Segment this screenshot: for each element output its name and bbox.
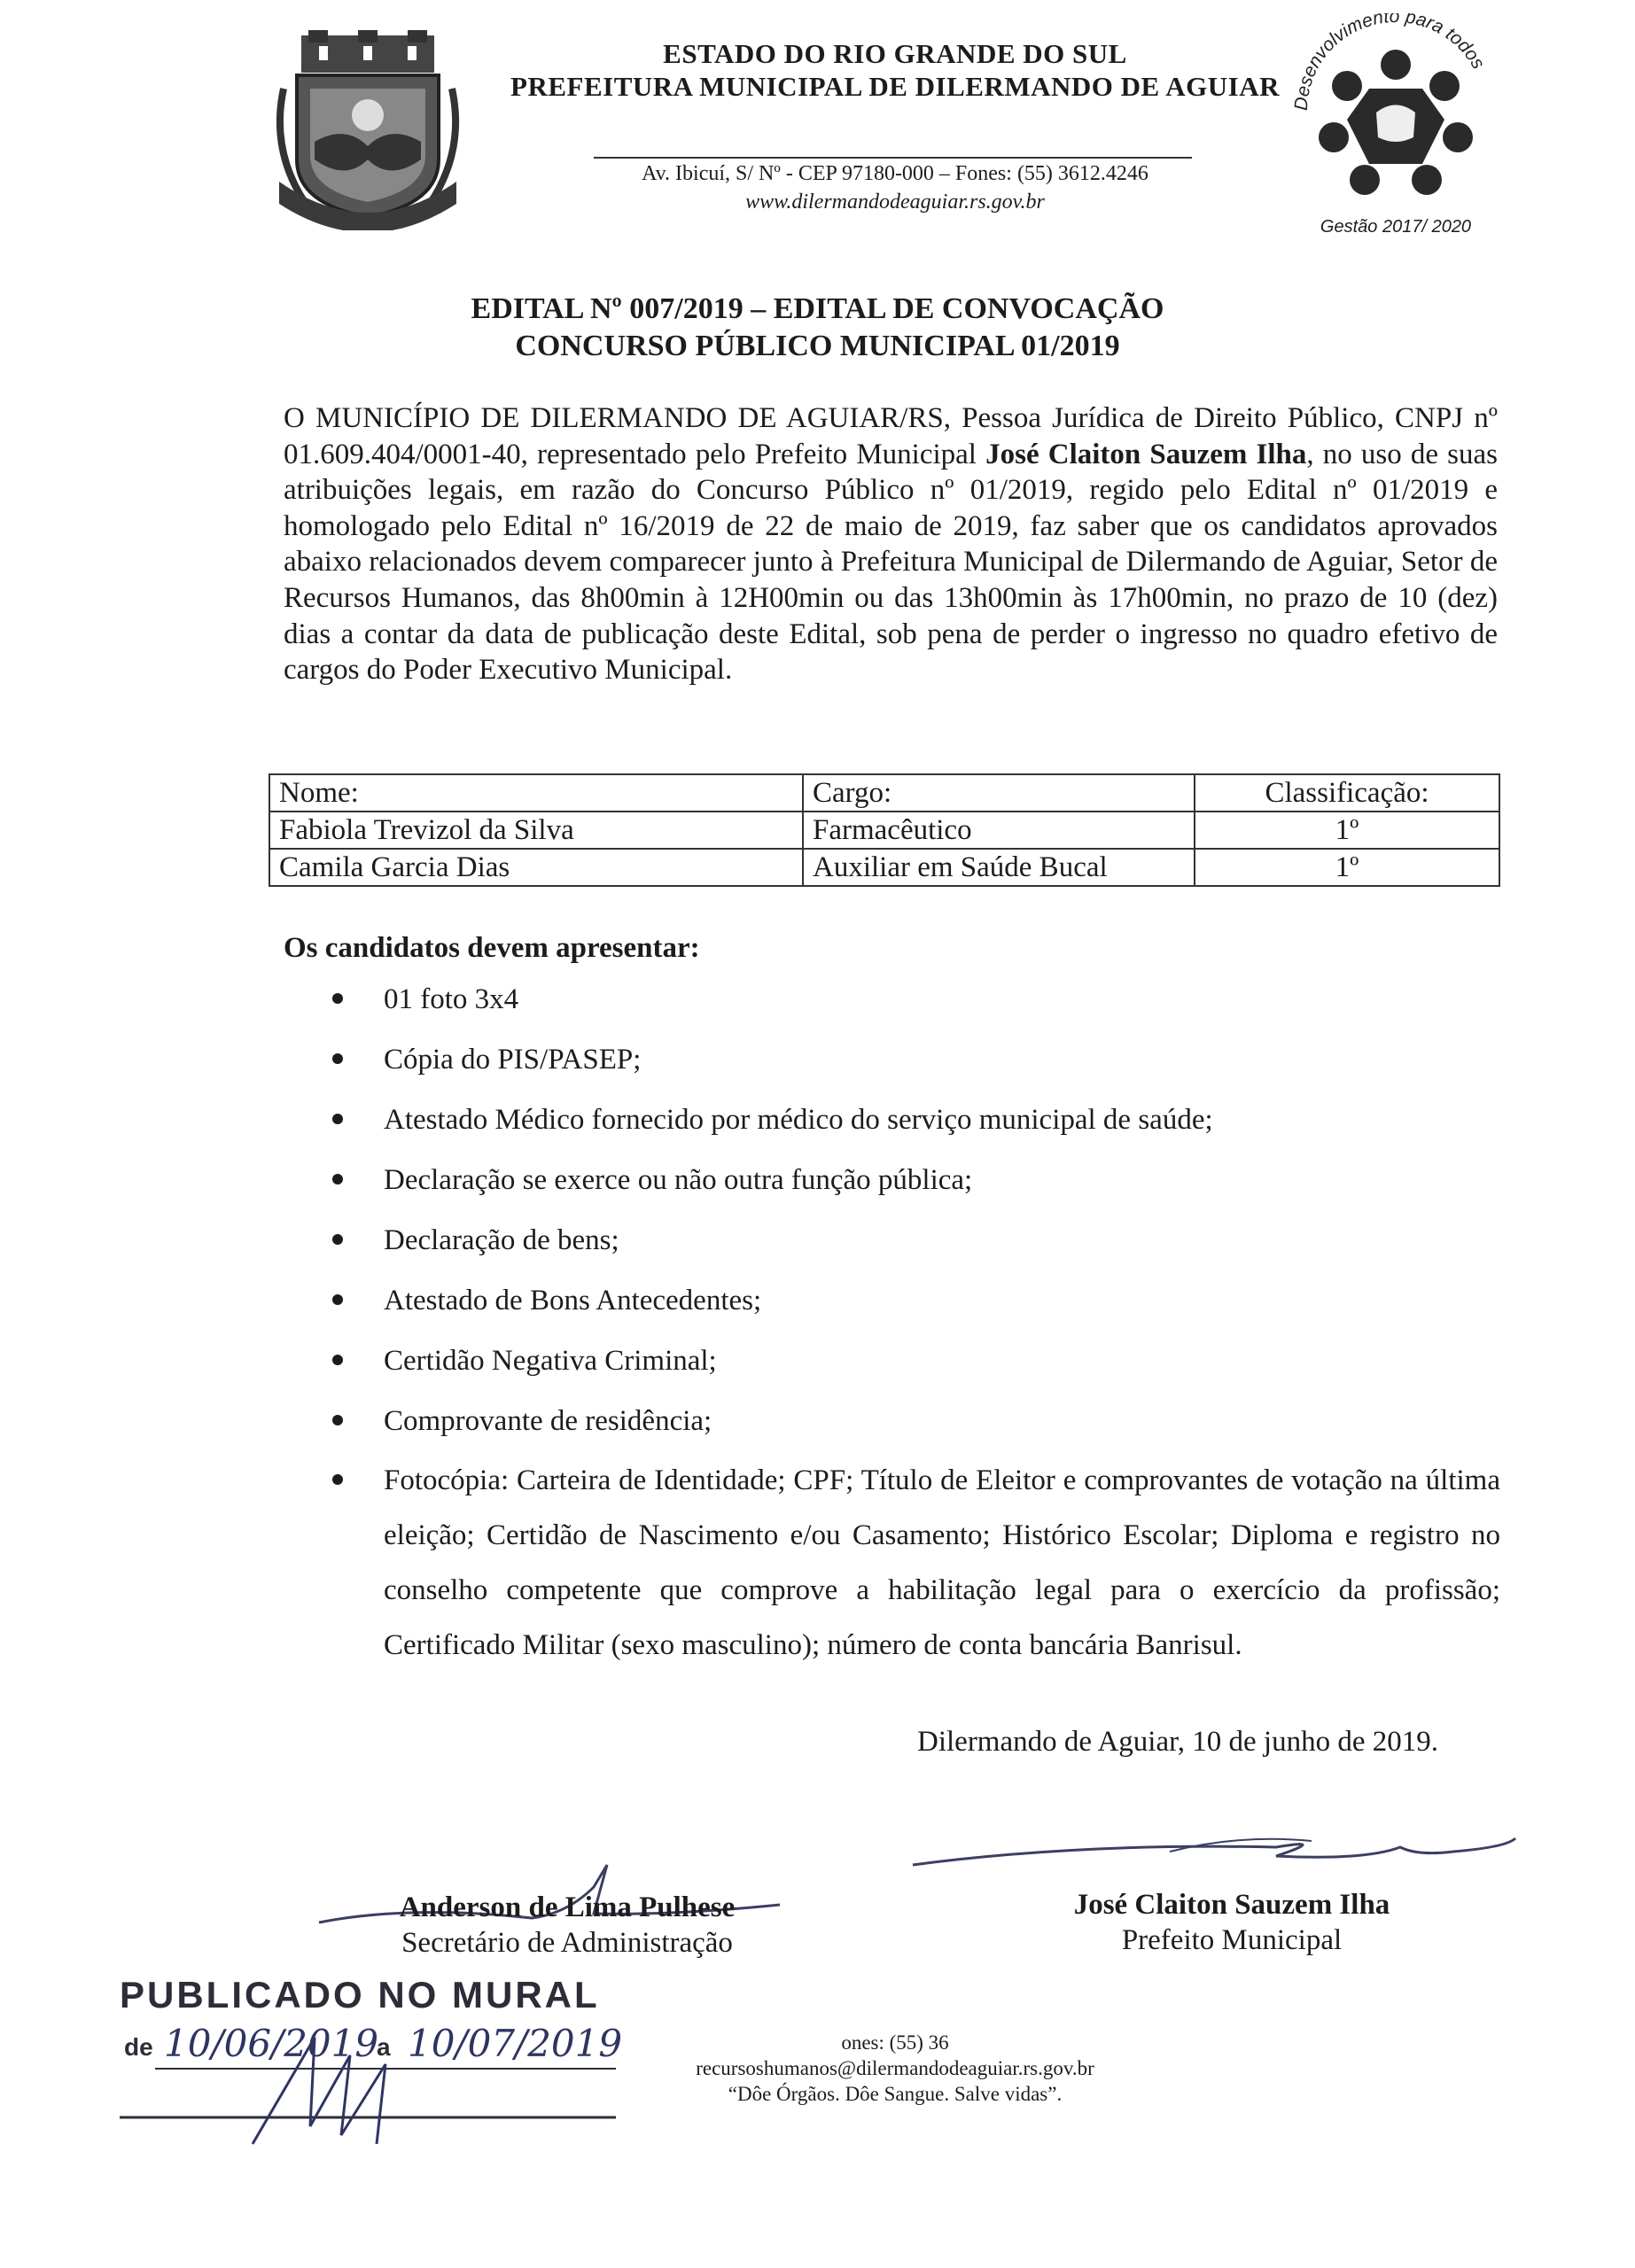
bullet-icon	[332, 1474, 343, 1485]
cell-nome: Camila Garcia Dias	[269, 849, 803, 886]
list-item	[332, 1283, 1500, 1318]
list-item	[332, 1403, 1500, 1439]
list-item	[332, 1223, 1500, 1258]
signature-left-role: Secretário de Administração	[401, 1927, 733, 1959]
table-row	[269, 849, 1499, 886]
header-state: ESTADO DO RIO GRANDE DO SUL	[663, 38, 1127, 69]
candidates-table	[269, 773, 1500, 887]
bullet-icon	[332, 1294, 343, 1305]
intro-part2: , no uso de suas atribuições legais, em razão do Concurso Público nº 01/2019, regido pelo Edital nº 01/2019 e homologado pelo Edital nº 16/2019 de 22 de maio de 2019, faz saber que os candidatos aprovados abaixo relacionados devem comparecer junto à Prefeitura Municipal de Dilermando de Aguiar, Setor de Recursos Humanos, das 8h00min à 12H00min ou das 13h00min às 17h00min, no prazo de 10 (dez) dias a contar da data de publicação deste Edital, sob pena de perder o ingresso no quadro efetivo de cargos do Poder Executivo Municipal.	[284, 438, 1499, 687]
list-item	[332, 1162, 1500, 1198]
stamp-to-date: 10/07/2019	[408, 2022, 623, 2065]
stamp-from-date: 10/06/2019	[164, 2022, 379, 2065]
stamp-lines-and-initials	[120, 2020, 616, 2153]
cell-cargo: Auxiliar em Saúde Bucal	[803, 849, 1195, 886]
bullet-icon	[332, 1174, 343, 1184]
gestao-label: Gestão 2017/ 2020	[1320, 217, 1472, 237]
cell-nome: Fabiola Trevizol da Silva	[269, 812, 803, 849]
logo-slogan: Desenvolvimento para todos	[1290, 13, 1489, 112]
bullet-icon	[332, 1114, 343, 1124]
list-item	[332, 1042, 1500, 1077]
footer-phones: ones: (55) 36	[841, 2031, 949, 2054]
intro-paragraph	[284, 400, 1498, 688]
cell-classificacao: 1º	[1195, 849, 1499, 886]
header-nome: Nome:	[269, 774, 803, 812]
list-item-text: Cópia do PIS/PASEP;	[384, 1044, 642, 1076]
publication-stamp-title: PUBLICADO NO MURAL	[120, 1974, 600, 2016]
requirements-heading: Os candidatos devem apresentar:	[284, 932, 700, 964]
bullet-icon	[332, 1355, 343, 1365]
list-item-text: Declaração de bens;	[384, 1224, 619, 1256]
footer-slogan: “Dôe Órgãos. Dôe Sangue. Salve vidas”.	[728, 2083, 1063, 2105]
table-row	[269, 812, 1499, 849]
bullet-icon	[332, 993, 343, 1004]
bullet-icon	[332, 1234, 343, 1245]
stamp-a-label: a	[377, 2033, 391, 2061]
intro-part1: O MUNICÍPIO DE DILERMANDO DE AGUIAR/RS, Pessoa Jurídica de Direito Público, CNPJ nº 01.609.404/0001-40, representado pelo Prefeito Municipal	[284, 402, 1498, 470]
list-item-text: Atestado Médico fornecido por médico do serviço municipal de saúde;	[384, 1104, 1213, 1136]
bullet-icon	[332, 1415, 343, 1425]
bullet-icon	[332, 1053, 343, 1064]
list-item-text: Comprovante de residência;	[384, 1405, 712, 1437]
cell-cargo: Farmacêutico	[803, 812, 1195, 849]
header-divider	[594, 157, 1192, 159]
list-item-text: Fotocópia: Carteira de Identidade; CPF; Título de Eleitor e comprovantes de votação na última eleição; Certidão de Nascimento e/ou Casamento; Histórico Escolar; Diploma e registro no conselho competente que comprove a habilitação legal para o exercício da profissão; Certificado Militar (sexo masculino); número de conta bancária Banrisul.	[384, 1464, 1500, 1661]
document-subtitle: CONCURSO PÚBLICO MUNICIPAL 01/2019	[515, 330, 1120, 362]
footer-email: recursoshumanos@dilermandodeaguiar.rs.gov.br	[696, 2057, 1094, 2079]
list-item-text: Certidão Negativa Criminal;	[384, 1345, 717, 1377]
list-item	[332, 982, 1500, 1017]
gestao-logo	[1281, 13, 1511, 213]
table-header-row	[269, 774, 1499, 812]
list-item	[332, 1343, 1500, 1379]
municipal-crest	[266, 27, 470, 230]
mayor-name: José Claiton Sauzem Ilha	[985, 438, 1307, 470]
signature-right-name: José Claiton Sauzem Ilha	[1073, 1889, 1390, 1921]
header-address: Av. Ibicuí, S/ Nº - CEP 97180-000 – Fones: (55) 3612.4246	[642, 162, 1148, 185]
signature-right-scribble	[904, 1816, 1524, 1887]
stamp-de-label: de	[124, 2033, 153, 2061]
header-website: www.dilermandodeaguiar.rs.gov.br	[745, 190, 1045, 214]
header-classificacao: Classificação:	[1195, 774, 1499, 812]
list-item-text: 01 foto 3x4	[384, 983, 519, 1015]
list-item	[332, 1453, 1500, 1673]
place-date: Dilermando de Aguiar, 10 de junho de 2019.	[917, 1726, 1438, 1758]
list-item-text: Declaração se exerce ou não outra função pública;	[384, 1164, 973, 1196]
document-title: EDITAL Nº 007/2019 – EDITAL DE CONVOCAÇÃO	[471, 292, 1164, 325]
requirements-list	[332, 982, 1500, 1697]
header-prefeitura: PREFEITURA MUNICIPAL DE DILERMANDO DE AGUIAR	[510, 71, 1280, 102]
signature-right-role: Prefeito Municipal	[1121, 1924, 1343, 1956]
list-item-text: Atestado de Bons Antecedentes;	[384, 1285, 762, 1317]
signature-left-name: Anderson de Lima Pulhese	[399, 1891, 736, 1923]
header-cargo: Cargo:	[803, 774, 1195, 812]
list-item	[332, 1102, 1500, 1138]
cell-classificacao: 1º	[1195, 812, 1499, 849]
